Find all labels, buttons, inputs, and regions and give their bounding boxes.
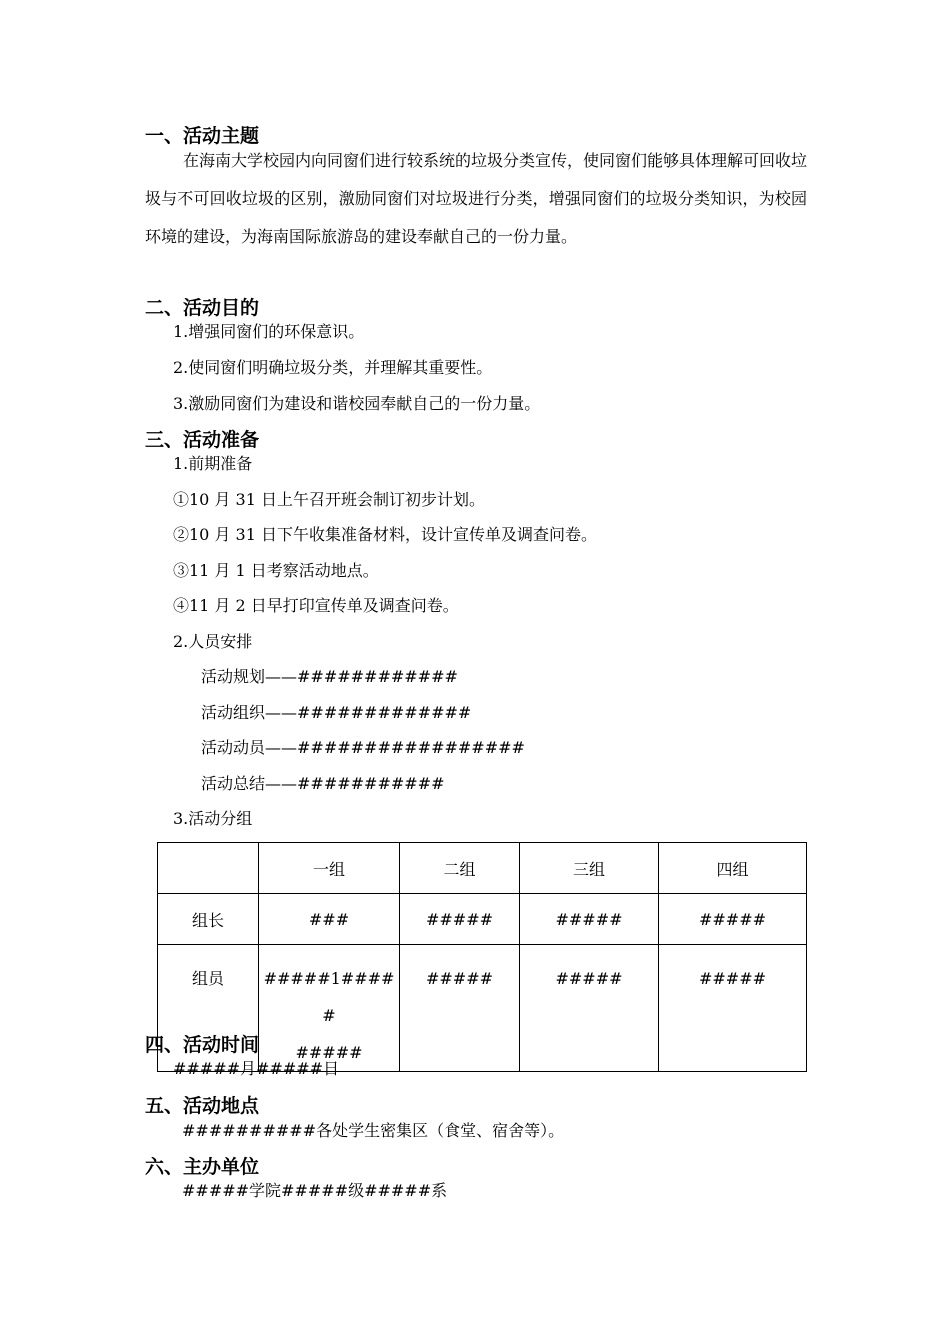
table-cell: ### [259,894,400,945]
staff-title: 2.人员安排 [173,632,253,651]
member-label: 组员 [158,945,259,1072]
prep-item-3: ③11 月 1 日考察活动地点。 [173,561,379,580]
section-heading-location: 五、活动地点 [145,1095,260,1117]
table-cell [259,945,400,1072]
group-title: 3.活动分组 [173,809,253,828]
members-group1-line2: ##### [295,1043,363,1062]
table-cell: ##### [400,894,520,945]
table-cell: ##### [659,894,807,945]
organizer-text: #####学院#####级#####系 [182,1181,448,1200]
table-cell: ##### [400,945,520,1072]
prep-item-4: ④11 月 2 日早打印宣传单及调查问卷。 [173,596,459,615]
purpose-item-3: 3.激励同窗们为建设和谐校园奉献自己的一份力量。 [173,394,541,413]
table-header-cell: 二组 [400,843,520,894]
prep-item-1: ①10 月 31 日上午召开班会制订初步计划。 [173,490,485,509]
section-heading-theme: 一、活动主题 [145,125,260,147]
table-row-leader [158,894,807,945]
time-text: #####月#####日 [173,1059,340,1078]
table-header-cell [158,843,259,894]
purpose-item-1: 1.增强同窗们的环保意识。 [173,322,365,341]
staff-item-3: 活动动员——################# [201,738,525,757]
staff-item-1: 活动规划——############ [201,667,458,686]
prep-title: 1.前期准备 [173,454,253,473]
table-header-cell: 四组 [659,843,807,894]
location-text: ##########各处学生密集区（食堂、宿舍等）。 [182,1121,565,1140]
section-heading-preparation: 三、活动准备 [145,429,260,451]
theme-paragraph: 在海南大学校园内向同窗们进行较系统的垃圾分类宣传，使同窗们能够具体理解可回收垃圾与不可回收垃圾的区别，激励同窗们对垃圾进行分类，增强同窗们的垃圾分类知识，为校园环境的建设，为海南国际旅游岛的建设奉献自己的一份力量。 [145,151,808,246]
section-heading-organizer: 六、主办单位 [145,1156,260,1178]
table-cell: ##### [520,894,659,945]
members-group1-line1: #####1##### [263,969,395,1025]
prep-item-2: ②10 月 31 日下午收集准备材料，设计宣传单及调查问卷。 [173,525,597,544]
staff-item-4: 活动总结——########### [201,774,445,793]
staff-item-2: 活动组织——############# [201,703,472,722]
section-heading-time: 四、活动时间 [145,1034,260,1056]
section-heading-purpose: 二、活动目的 [145,297,260,319]
table-header-cell: 三组 [520,843,659,894]
purpose-item-2: 2.使同窗们明确垃圾分类，并理解其重要性。 [173,358,493,377]
table-header-row [158,843,807,894]
table-header-cell: 一组 [259,843,400,894]
table-cell: ##### [520,945,659,1072]
table-cell: ##### [659,945,807,1072]
leader-label: 组长 [158,894,259,945]
